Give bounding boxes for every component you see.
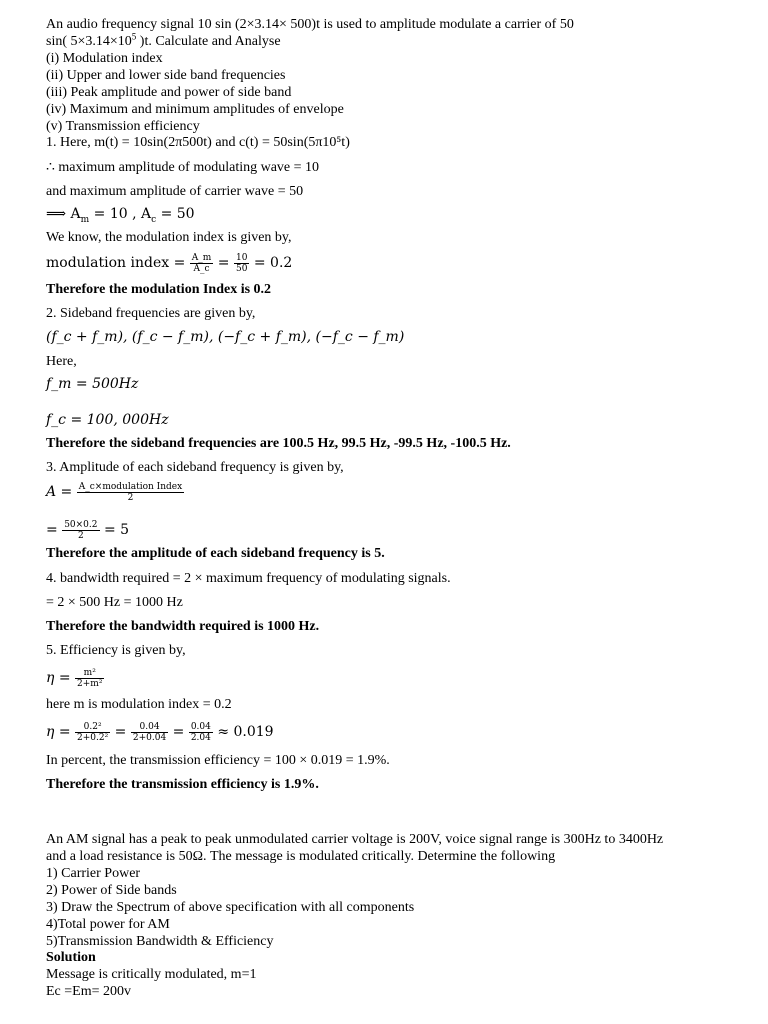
- amplitude-equation: A = $\frac{\text{A\_c×modulation Index}}{2}$: [46, 481, 183, 503]
- amplitude-conclusion: Therefore the amplitude of each sideband frequency is 5.: [46, 546, 385, 561]
- problem1-item: (i) Modulation index: [46, 51, 163, 66]
- max-carrier-amp: and maximum amplitude of carrier wave = 50: [46, 184, 304, 199]
- am-ac-equation: ⟹ $A_m = 10$ , $A_c = 50$: [46, 206, 195, 225]
- problem1-item: (iii) Peak amplitude and power of side band: [46, 85, 292, 100]
- step4-intro: 4. bandwidth required = 2 × maximum frequency of modulating signals.: [46, 571, 451, 586]
- problem2-item: 3) Draw the Spectrum of above specification with all components: [46, 900, 415, 915]
- step3-intro: 3. Amplitude of each sideband frequency is given by,: [46, 460, 344, 475]
- problem2-item: 4)Total power for AM: [46, 917, 170, 932]
- fraction: $\frac{0.04}{2+0.04}$: [132, 721, 167, 743]
- efficiency-formula: η = $\frac{\text{m²}}{\text{2+m²}}$: [46, 667, 103, 689]
- efficiency-conclusion: Therefore the transmission efficiency is 1.9%.: [46, 777, 319, 792]
- fraction: $\frac{\text{A\_c×modulation Index}}{2}$: [78, 481, 183, 503]
- problem1-statement-line2: sin( $5\times 3.14\times 10^5$ )t. Calculate and Analyse: [46, 31, 281, 49]
- fc-equation: f_c = 100, 000Hz: [46, 412, 169, 428]
- bandwidth-conclusion: Therefore the bandwidth required is 1000 Hz.: [46, 619, 320, 634]
- here-label: Here,: [46, 354, 77, 369]
- max-mod-amp: ∴ maximum amplitude of modulating wave = 10: [46, 160, 320, 175]
- solution2-line2: Ec =Em= 200v: [46, 984, 131, 999]
- problem1-statement-line1: An audio frequency signal 10 sin (2×3.14× 500)t is used to amplitude modulate a carrier of 50: [46, 17, 574, 32]
- problem1-item: (iv) Maximum and minimum amplitudes of envelope: [46, 102, 344, 117]
- amplitude-calc: = $\frac{50\times 0.2}{2}$ = 5: [46, 519, 130, 541]
- bandwidth-calc: = 2 × 500 Hz = 1000 Hz: [46, 595, 183, 610]
- step2-intro: 2. Sideband frequencies are given by,: [46, 306, 256, 321]
- fraction: $\frac{A\_m}{A\_c}$: [191, 252, 212, 274]
- problem2-item: 1) Carrier Power: [46, 866, 141, 881]
- problem1-item: (v) Transmission efficiency: [46, 119, 200, 134]
- fraction: $\frac{10}{50}$: [235, 252, 248, 274]
- step1-intro: 1. Here, m(t) = 10sin(2π500t) and c(t) = 50sin(5π10⁵t): [46, 135, 350, 150]
- solution2-line1: Message is critically modulated, m=1: [46, 967, 257, 982]
- problem2-line2: and a load resistance is 50Ω. The message is modulated critically. Determine the following: [46, 849, 556, 864]
- mod-index-equation: modulation index = $\frac{A\_m}{A\_c}$ = $\frac{10}{50}$ = 0.2: [46, 252, 293, 274]
- solution-heading: Solution: [46, 950, 96, 965]
- problem1-item: (ii) Upper and lower side band frequencies: [46, 68, 286, 83]
- mod-index-conclusion: Therefore the modulation Index is 0.2: [46, 282, 272, 297]
- mod-index-given: We know, the modulation index is given by,: [46, 230, 292, 245]
- fraction: $\frac{\text{m²}}{\text{2+m²}}$: [77, 667, 103, 689]
- fraction: $\frac{0.04}{2.04}$: [190, 721, 211, 743]
- fraction: $\frac{\text{0.2²}}{\text{2+0.2²}}$: [77, 721, 109, 743]
- here-m-label: here m is modulation index = 0.2: [46, 697, 232, 712]
- fm-equation: f_m = 500Hz: [46, 376, 139, 392]
- problem2-item: 5)Transmission Bandwidth & Efficiency: [46, 934, 274, 949]
- fraction: $\frac{50\times 0.2}{2}$: [64, 519, 98, 541]
- problem2-item: 2) Power of Side bands: [46, 883, 177, 898]
- efficiency-calc: η = $\frac{\text{0.2²}}{\text{2+0.2²}}$ = $\frac{0.04}{2+0.04}$ = $\frac{0.04}{2.04}$ ≈ 0.019: [46, 721, 274, 743]
- efficiency-percent: In percent, the transmission efficiency = 100 × 0.019 = 1.9%.: [46, 753, 390, 768]
- step5-intro: 5. Efficiency is given by,: [46, 643, 186, 658]
- sideband-expression: (f_c + f_m), (f_c − f_m), (−f_c + f_m), (−f_c − f_m): [46, 329, 405, 345]
- problem2-line1: An AM signal has a peak to peak unmodulated carrier voltage is 200V, voice signal range is 300Hz to 3400Hz: [46, 832, 664, 847]
- sideband-conclusion: Therefore the sideband frequencies are 100.5 Hz, 99.5 Hz, -99.5 Hz, -100.5 Hz.: [46, 436, 511, 451]
